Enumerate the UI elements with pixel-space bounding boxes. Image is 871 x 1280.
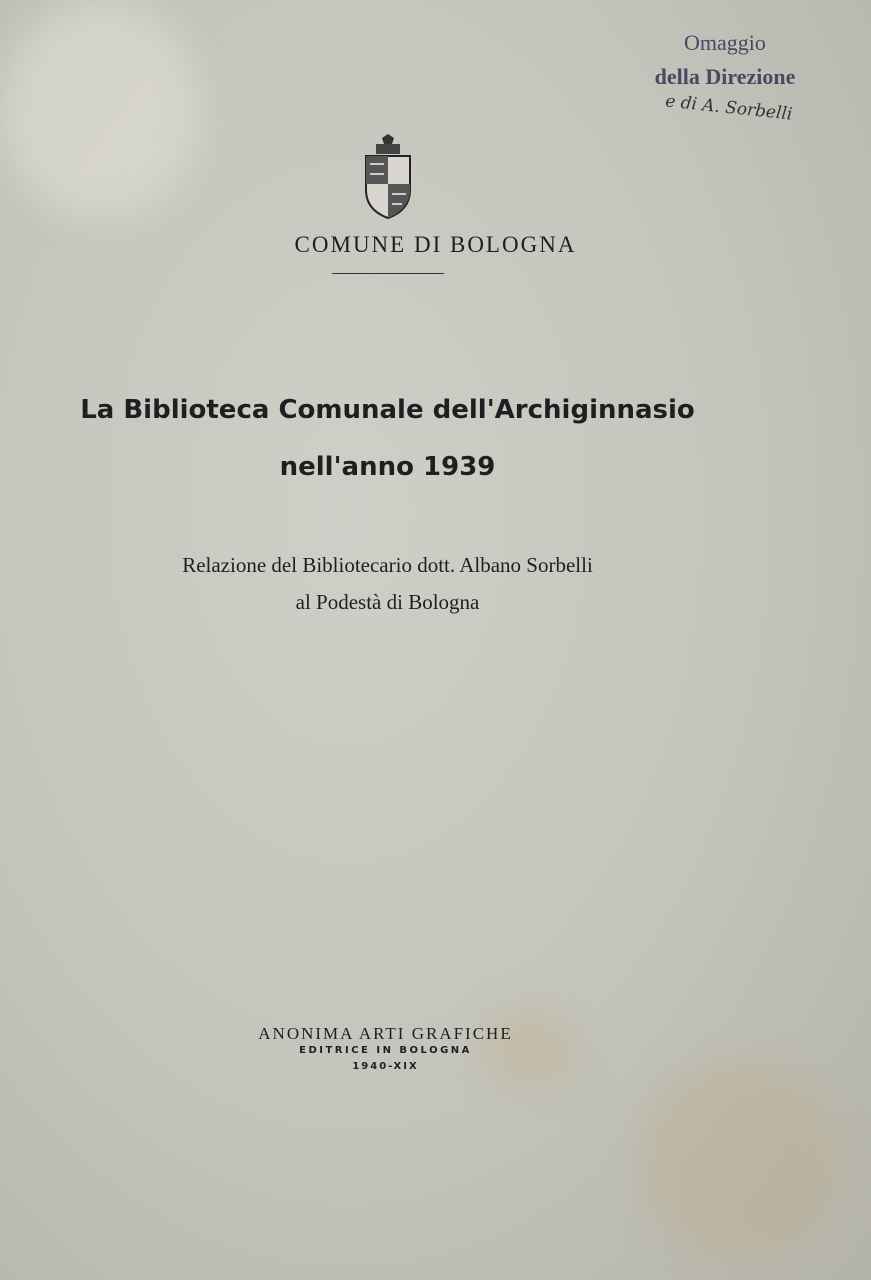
divider (332, 273, 444, 274)
title-line-2: nell'anno 1939 (279, 452, 496, 482)
stamp-line-1: Omaggio (684, 30, 766, 55)
stamp-line-2: della Direzione (654, 64, 796, 89)
publication-date: 1940-XIX (352, 1061, 419, 1072)
coat-of-arms-icon (362, 134, 414, 220)
publisher-name: ANONIMA ARTI GRAFICHE (258, 1024, 513, 1043)
subtitle-line-2: al Podestà di Bologna (295, 590, 480, 614)
torn-corner (0, 0, 200, 220)
title-line-1: La Biblioteca Comunale dell'Archiginnasio (80, 395, 695, 425)
publisher-place: EDITRICE IN BOLOGNA (299, 1045, 472, 1056)
institution-name: COMUNE DI BOLOGNA (294, 232, 577, 257)
stain (640, 1060, 840, 1260)
handwritten-signature: e di A. Sorbelli (664, 91, 794, 125)
subtitle-line-1: Relazione del Bibliotecario dott. Albano Sorbelli (182, 553, 593, 577)
